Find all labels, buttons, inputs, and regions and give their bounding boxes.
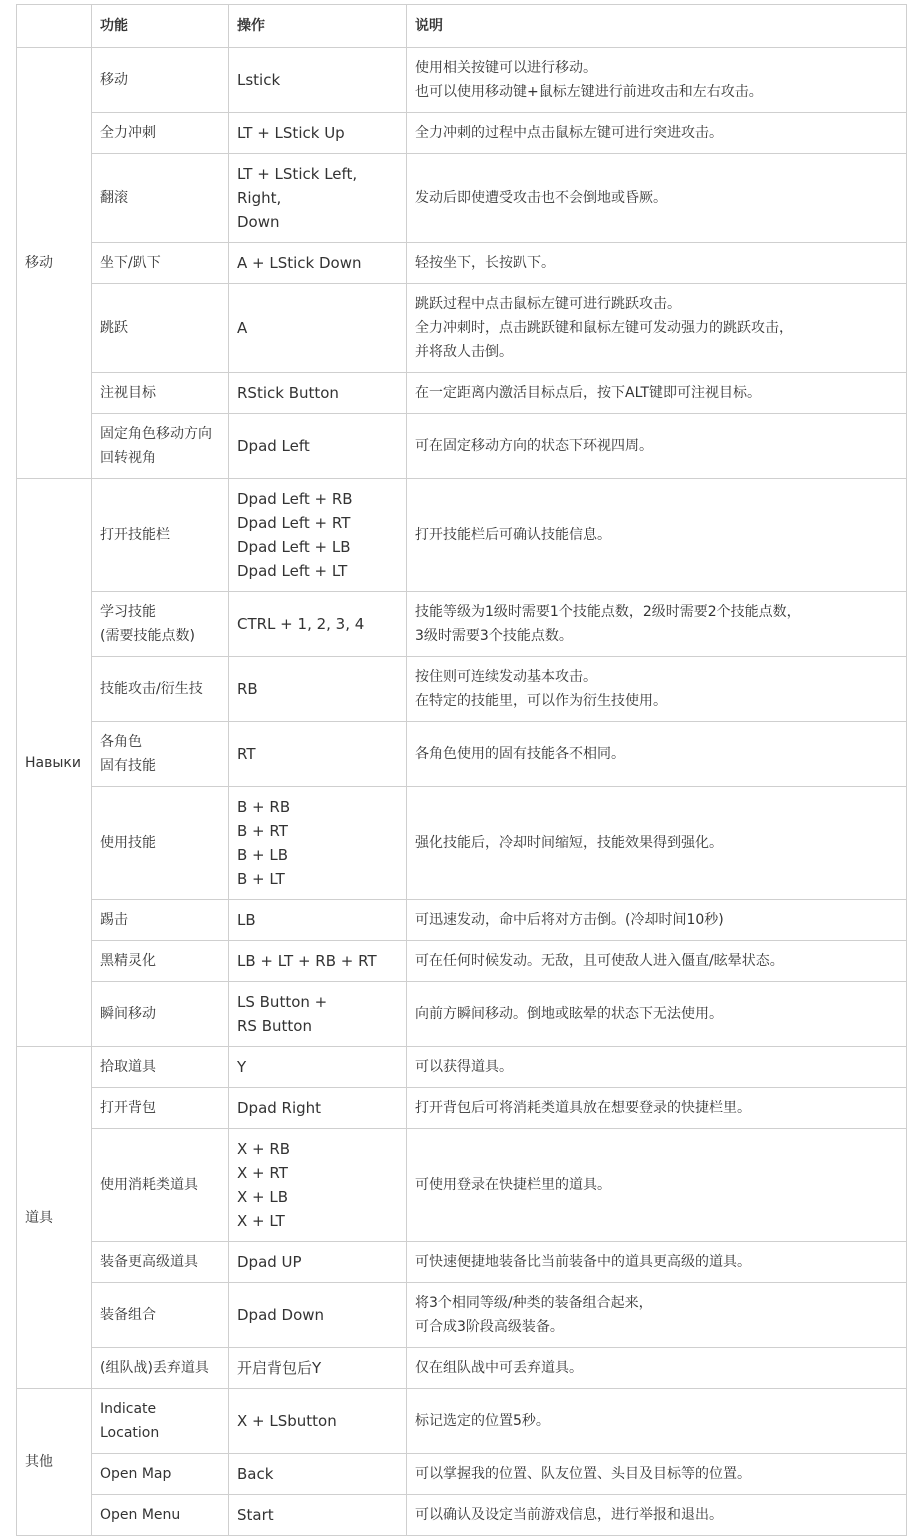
table-row [17,941,907,982]
description-cell: 可以掌握我的位置、队友位置、头目及目标等的位置。 [407,1454,907,1495]
function-cell: (组队战)丢弃道具 [92,1348,229,1389]
function-cell: 各角色 固有技能 [92,722,229,787]
operation-cell: CTRL + 1, 2, 3, 4 [229,592,407,657]
header-row [17,5,907,48]
function-cell: 拾取道具 [92,1047,229,1088]
table-body [17,48,907,1536]
description-cell: 跳跃过程中点击鼠标左键可进行跳跃攻击。 全力冲刺时，点击跳跃键和鼠标左键可发动强力的跳跃攻击， 并将敌人击倒。 [407,284,907,373]
table-row [17,592,907,657]
description-cell: 可以确认及设定当前游戏信息，进行举报和退出。 [407,1495,907,1536]
function-cell: 打开背包 [92,1088,229,1129]
operation-cell: X + RB X + RT X + LB X + LT [229,1129,407,1242]
description-cell: 打开背包后可将消耗类道具放在想要登录的快捷栏里。 [407,1088,907,1129]
table-row [17,787,907,900]
operation-cell: RB [229,657,407,722]
table-row [17,1283,907,1348]
operation-cell: X + LSbutton [229,1389,407,1454]
table-row [17,1389,907,1454]
operation-cell: 开启背包后Y [229,1348,407,1389]
function-cell: 装备组合 [92,1283,229,1348]
description-cell: 可使用登录在快捷栏里的道具。 [407,1129,907,1242]
function-cell: 翻滚 [92,154,229,243]
function-cell: 注视目标 [92,373,229,414]
description-cell: 轻按坐下，长按趴下。 [407,243,907,284]
description-cell: 打开技能栏后可确认技能信息。 [407,479,907,592]
description-cell: 全力冲刺的过程中点击鼠标左键可进行突进攻击。 [407,113,907,154]
function-cell: Open Map [92,1454,229,1495]
operation-cell: Start [229,1495,407,1536]
operation-cell: Back [229,1454,407,1495]
table-row [17,414,907,479]
table-row [17,982,907,1047]
table-row [17,373,907,414]
function-cell: 移动 [92,48,229,113]
operation-cell: LB + LT + RB + RT [229,941,407,982]
table-row [17,113,907,154]
category-cell: 其他 [17,1389,92,1536]
controls-table [16,4,907,1536]
operation-cell: A + LStick Down [229,243,407,284]
operation-cell: Dpad Left [229,414,407,479]
category-cell: 移动 [17,48,92,479]
table-row [17,1242,907,1283]
table-row [17,1495,907,1536]
table-row [17,48,907,113]
function-cell: 固定角色移动方向 回转视角 [92,414,229,479]
header-function: 功能 [92,5,229,48]
description-cell: 在一定距离内激活目标点后，按下ALT键即可注视目标。 [407,373,907,414]
table-row [17,1454,907,1495]
category-cell: 道具 [17,1047,92,1389]
table-row [17,284,907,373]
table-row [17,154,907,243]
operation-cell: RT [229,722,407,787]
operation-cell: LT + LStick Up [229,113,407,154]
table-row [17,479,907,592]
operation-cell: Dpad Down [229,1283,407,1348]
operation-cell: Lstick [229,48,407,113]
description-cell: 可以获得道具。 [407,1047,907,1088]
function-cell: Open Menu [92,1495,229,1536]
category-cell: Навыки [17,479,92,1047]
operation-cell: Y [229,1047,407,1088]
description-cell: 发动后即使遭受攻击也不会倒地或昏厥。 [407,154,907,243]
description-cell: 可迅速发动，命中后将对方击倒。(冷却时间10秒) [407,900,907,941]
header-description: 说明 [407,5,907,48]
table-row [17,900,907,941]
description-cell: 向前方瞬间移动。倒地或眩晕的状态下无法使用。 [407,982,907,1047]
function-cell: 使用消耗类道具 [92,1129,229,1242]
operation-cell: LS Button + RS Button [229,982,407,1047]
table-row [17,1348,907,1389]
function-cell: Indicate Location [92,1389,229,1454]
operation-cell: RStick Button [229,373,407,414]
operation-cell: Dpad UP [229,1242,407,1283]
description-cell: 技能等级为1级时需要1个技能点数，2级时需要2个技能点数， 3级时需要3个技能点数。 [407,592,907,657]
function-cell: 学习技能 (需要技能点数) [92,592,229,657]
table-row [17,1088,907,1129]
operation-cell: LB [229,900,407,941]
operation-cell: Dpad Right [229,1088,407,1129]
table-row [17,722,907,787]
operation-cell: B + RB B + RT B + LB B + LT [229,787,407,900]
function-cell: 打开技能栏 [92,479,229,592]
table-row [17,243,907,284]
function-cell: 踢击 [92,900,229,941]
function-cell: 装备更高级道具 [92,1242,229,1283]
description-cell: 可在固定移动方向的状态下环视四周。 [407,414,907,479]
description-cell: 可在任何时候发动。无敌，且可使敌人进入僵直/眩晕状态。 [407,941,907,982]
description-cell: 可快速便捷地装备比当前装备中的道具更高级的道具。 [407,1242,907,1283]
function-cell: 全力冲刺 [92,113,229,154]
function-cell: 使用技能 [92,787,229,900]
operation-cell: A [229,284,407,373]
table-row [17,1129,907,1242]
description-cell: 各角色使用的固有技能各不相同。 [407,722,907,787]
header-operation: 操作 [229,5,407,48]
description-cell: 标记选定的位置5秒。 [407,1389,907,1454]
description-cell: 使用相关按键可以进行移动。 也可以使用移动键+鼠标左键进行前进攻击和左右攻击。 [407,48,907,113]
description-cell: 仅在组队战中可丢弃道具。 [407,1348,907,1389]
description-cell: 将3个相同等级/种类的装备组合起来， 可合成3阶段高级装备。 [407,1283,907,1348]
function-cell: 瞬间移动 [92,982,229,1047]
function-cell: 跳跃 [92,284,229,373]
header-category [17,5,92,48]
operation-cell: LT + LStick Left, Right, Down [229,154,407,243]
table-row [17,657,907,722]
function-cell: 技能攻击/衍生技 [92,657,229,722]
operation-cell: Dpad Left + RB Dpad Left + RT Dpad Left + LB Dpad Left + LT [229,479,407,592]
function-cell: 黑精灵化 [92,941,229,982]
function-cell: 坐下/趴下 [92,243,229,284]
table-row [17,1047,907,1088]
description-cell: 强化技能后，冷却时间缩短，技能效果得到强化。 [407,787,907,900]
description-cell: 按住则可连续发动基本攻击。 在特定的技能里，可以作为衍生技使用。 [407,657,907,722]
